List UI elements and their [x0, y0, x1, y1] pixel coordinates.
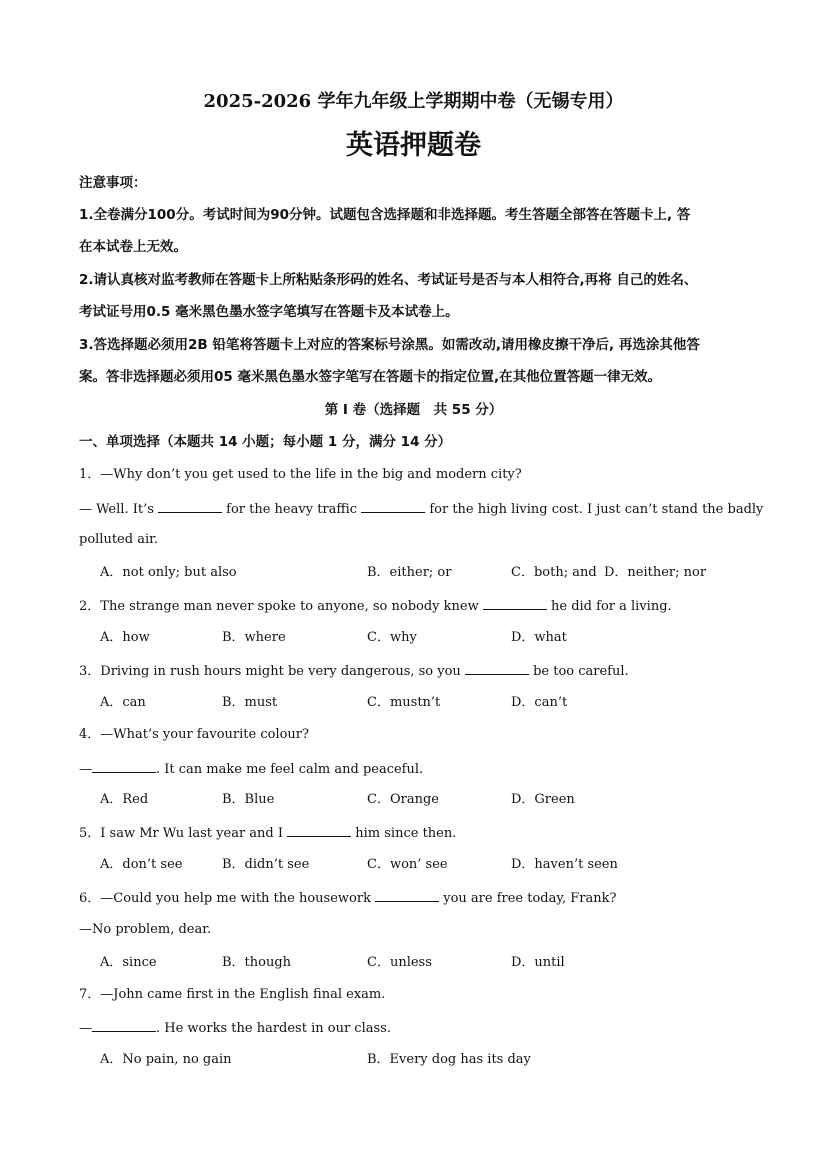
- question-1-line2: [79, 500, 763, 518]
- notice-line: 考试证号用0.5 毫米黑色墨水签字笔填写在答题卡及本试卷上。: [79, 304, 459, 320]
- option-b: B．must: [222, 695, 278, 710]
- answer-blank: [92, 1019, 156, 1032]
- question-7-text-a: —: [79, 1021, 92, 1036]
- option-b: B．where: [222, 630, 286, 645]
- option-b: B．Blue: [222, 792, 275, 807]
- option-b: B．Every dog has its day: [367, 1052, 531, 1067]
- option-c: C．both; and: [511, 565, 597, 580]
- option-a: A．how: [100, 630, 150, 645]
- question-4-stem: 4．—What’s your favourite colour?: [79, 727, 309, 742]
- notice-line: 2.请认真核对监考教师在答题卡上所粘贴条形码的姓名、考试证号是否与本人相符合,再将 自己的姓名、: [79, 272, 698, 288]
- option-b: B．didn’t see: [222, 857, 310, 872]
- question-7-stem: 7．—John came first in the English final exam.: [79, 987, 386, 1002]
- question-4-line2: [79, 760, 423, 778]
- exam-title: 2025-2026 学年九年级上学期期中卷（无锡专用）: [203, 91, 624, 112]
- question-1-text-b: for the heavy traffic: [222, 502, 362, 517]
- question-5-stem: [79, 824, 456, 842]
- exam-subtitle: 英语押题卷: [346, 130, 481, 161]
- option-a: A．since: [100, 955, 157, 970]
- question-2-text-b: he did for a living.: [546, 599, 672, 614]
- question-3-stem: [79, 662, 629, 680]
- question-5-text-b: him since then.: [351, 826, 457, 841]
- notice-line: 案。答非选择题必须用05 毫米黑色墨水签字笔写在答题卡的指定位置,在其他位置答题一律无效。: [79, 369, 662, 385]
- option-a: A．don’t see: [100, 857, 183, 872]
- notice-line: 1.全卷满分100分。考试时间为90分钟。试题包含选择题和非选择题。考生答题全部答在答题卡上, 答: [79, 207, 691, 223]
- question-1-text-a: — Well. It’s: [79, 502, 159, 517]
- answer-blank: [158, 500, 222, 513]
- answer-blank: [361, 500, 425, 513]
- question-6-text-a: 6．—Could you help me with the housework: [79, 891, 376, 906]
- answer-blank: [287, 824, 351, 837]
- option-a: A．can: [100, 695, 146, 710]
- question-5-text-a: 5．I saw Mr Wu last year and I: [79, 826, 288, 841]
- question-4-text-b: . It can make me feel calm and peaceful.: [156, 762, 424, 777]
- question-6-stem: [79, 889, 616, 907]
- option-a: A．No pain, no gain: [100, 1052, 232, 1067]
- option-d: D．until: [511, 955, 565, 970]
- option-b: B．though: [222, 955, 292, 970]
- part1-label: 第 I 卷（选择题 共 55 分）: [324, 402, 503, 418]
- option-d: D．can’t: [511, 695, 568, 710]
- question-7-line2: [79, 1019, 391, 1037]
- notice-line: 在本试卷上无效。: [79, 239, 187, 255]
- question-2-text-a: 2．The strange man never spoke to anyone, so nobody knew: [79, 599, 483, 614]
- option-b: B．either; or: [367, 565, 452, 580]
- option-c: C．won’ see: [367, 857, 448, 872]
- answer-blank: [92, 760, 156, 773]
- notice-line: 3.答选择题必须用2B 铅笔将答题卡上对应的答案标号涂黑。如需改动,请用橡皮擦干净后, 再选涂其他答: [79, 337, 700, 353]
- question-7-text-b: . He works the hardest in our class.: [156, 1021, 391, 1036]
- question-1-text-c: for the high living cost. I just can’t stand the badly: [425, 502, 764, 517]
- question-1-line3: polluted air.: [79, 532, 159, 547]
- option-c: C．why: [367, 630, 417, 645]
- option-c: C．unless: [367, 955, 432, 970]
- option-a: A．Red: [100, 792, 149, 807]
- option-c: C．Orange: [367, 792, 439, 807]
- answer-blank: [375, 889, 439, 902]
- question-6-text-b: you are free today, Frank?: [439, 891, 617, 906]
- option-c: C．mustn’t: [367, 695, 441, 710]
- notice-heading: 注意事项：: [79, 175, 147, 191]
- option-d: D．Green: [511, 792, 575, 807]
- option-d: D．haven’t seen: [511, 857, 618, 872]
- section1-label: 一、单项选择（本题共 14 小题；每小题 1 分，满分 14 分）: [79, 434, 452, 450]
- option-d: D．neither; nor: [604, 565, 707, 580]
- question-1-stem: 1．—Why don’t you get used to the life in the big and modern city?: [79, 467, 522, 482]
- question-2-stem: [79, 597, 672, 615]
- option-a: A．not only; but also: [100, 565, 237, 580]
- question-3-text-b: be too careful.: [528, 664, 629, 679]
- question-3-text-a: 3．Driving in rush hours might be very dangerous, so you: [79, 664, 465, 679]
- question-6-line2: —No problem, dear.: [79, 922, 212, 937]
- answer-blank: [483, 597, 547, 610]
- option-d: D．what: [511, 630, 567, 645]
- question-4-text-a: —: [79, 762, 92, 777]
- answer-blank: [465, 662, 529, 675]
